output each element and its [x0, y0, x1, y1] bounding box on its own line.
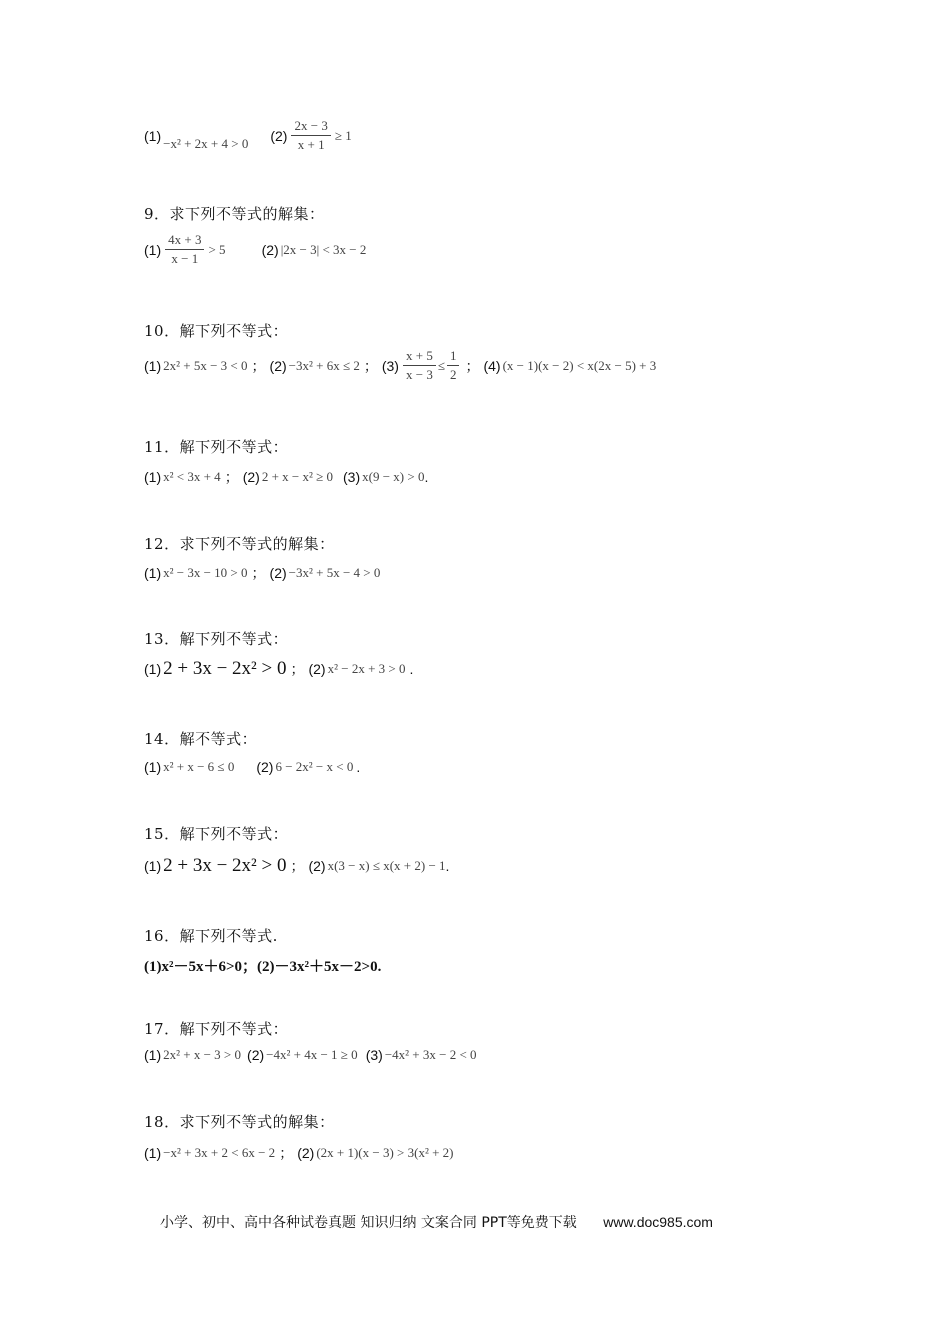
q12-parts — [144, 563, 380, 583]
q15-part2-label: (2) — [308, 858, 326, 874]
q8-part2-label: (2) — [270, 127, 288, 144]
q12-sep: ； — [251, 566, 266, 582]
q13-sep: ； — [290, 662, 305, 678]
q8-part1-label: (1) — [144, 127, 162, 144]
q12-title: 12．求下列不等式的解集： — [144, 535, 335, 553]
q9-parts — [144, 232, 366, 267]
q11-title: 11．解下列不等式： — [144, 438, 289, 456]
q11-part3-label: (3) — [343, 469, 361, 485]
q10-part3-fraction — [403, 348, 436, 383]
q13-part1-label: (1) — [144, 661, 162, 677]
q10-part1-label: (1) — [144, 357, 162, 374]
q11-part1-expr: x² < 3x + 4 — [163, 469, 221, 484]
q17-part3-label: (3) — [365, 1047, 383, 1063]
q13-title: 13．解下列不等式： — [144, 630, 289, 648]
q13-part2-expr: x² − 2x + 3 > 0 — [327, 661, 406, 676]
q18-parts — [144, 1143, 454, 1163]
q17-part1-expr: 2x² + x − 3 > 0 — [163, 1047, 242, 1062]
q18-part1-expr: −x² + 3x + 2 < 6x − 2 — [163, 1145, 276, 1160]
q9-part1-rest: > 5 — [208, 241, 226, 257]
q18-title: 18．求下列不等式的解集： — [144, 1113, 335, 1131]
q10-part2-expr: −3x² + 6x ≤ 2 — [288, 357, 360, 373]
q11-end: . — [424, 469, 429, 485]
q14-parts — [144, 759, 362, 775]
q18-part1-label: (1) — [144, 1145, 162, 1161]
q13-part1-expr: 2 + 3x − 2x² > 0 — [163, 658, 287, 679]
q18-part2-expr: (2x + 1)(x − 3) > 3(x² + 2) — [316, 1145, 454, 1160]
q10-part3-denominator: x − 3 — [405, 367, 433, 382]
q8-part2-numerator: 2x − 3 — [291, 118, 330, 136]
q11-sep: ； — [224, 470, 239, 486]
q11-parts — [144, 467, 430, 487]
q8-parts — [144, 118, 352, 153]
q13-end: . — [409, 661, 414, 677]
q15-part2-expr: x(3 − x) ≤ x(x + 2) − 1 — [327, 858, 446, 873]
q17-title: 17．解下列不等式： — [144, 1020, 289, 1038]
q11-part1-label: (1) — [144, 469, 162, 485]
q16-title: 16．解下列不等式. — [144, 927, 278, 945]
q10-part3-half — [447, 348, 460, 383]
q13-parts — [144, 658, 415, 680]
q14-part2-label: (2) — [256, 759, 274, 775]
q14-part2-expr: 6 − 2x² − x < 0 — [275, 759, 354, 774]
q10-sep: ； — [251, 358, 266, 375]
q15-parts — [144, 855, 451, 877]
q10-part3-half-denominator: 2 — [449, 367, 457, 382]
q15-part1-expr: 2 + 3x − 2x² > 0 — [163, 855, 287, 876]
q10-part1-expr: 2x² + 5x − 3 < 0 — [163, 357, 248, 373]
q8-part2-rest: ≥ 1 — [334, 127, 352, 143]
q17-part2-expr: −4x² + 4x − 1 ≥ 0 — [266, 1047, 358, 1062]
q15-sep: ； — [290, 859, 305, 875]
q10-parts — [144, 348, 656, 383]
footer-text: 小学、初中、高中各种试卷真题 知识归纳 文案合同 PPT等免费下载 — [160, 1215, 577, 1231]
q8-part1-expr: −x² + 2x + 4 > 0 — [163, 135, 249, 151]
page-footer — [160, 1212, 713, 1232]
q11-part2-expr: 2 + x − x² ≥ 0 — [261, 469, 334, 484]
q12-part1-label: (1) — [144, 565, 162, 581]
q16-parts — [144, 955, 381, 976]
q11-part2-label: (2) — [242, 469, 260, 485]
footer-url[interactable]: www.doc985.com — [603, 1214, 713, 1230]
q16-content: (1)x²－5x＋6>0；(2)－3x²＋5x－2>0. — [144, 959, 382, 975]
q8-part2-fraction — [291, 118, 330, 153]
q15-end: . — [445, 858, 450, 874]
q10-sep: ； — [465, 358, 480, 375]
q17-parts — [144, 1047, 477, 1063]
q9-part2-expr: |2x − 3| < 3x − 2 — [280, 241, 367, 257]
q15-part1-label: (1) — [144, 858, 162, 874]
q13-part2-label: (2) — [308, 661, 326, 677]
q14-part1-label: (1) — [144, 759, 162, 775]
q10-part3-relation: ≤ — [437, 357, 445, 373]
q11-part3-expr: x(9 − x) > 0 — [362, 469, 425, 484]
q10-part4-expr: (x − 1)(x − 2) < x(2x − 5) + 3 — [502, 357, 657, 373]
q17-part2-label: (2) — [247, 1047, 265, 1063]
q10-part3-numerator: x + 5 — [403, 348, 436, 366]
q9-part2-label: (2) — [261, 241, 279, 258]
q14-part1-expr: x² + x − 6 ≤ 0 — [163, 759, 235, 774]
q9-part1-denominator: x − 1 — [171, 251, 199, 266]
q17-part3-expr: −4x² + 3x − 2 < 0 — [384, 1047, 477, 1062]
q8-part2-denominator: x + 1 — [297, 137, 325, 152]
q10-sep: ； — [363, 358, 378, 375]
q18-part2-label: (2) — [297, 1145, 315, 1161]
q9-part1-label: (1) — [144, 241, 162, 258]
q18-sep: ； — [279, 1146, 294, 1162]
q10-part4-label: (4) — [483, 357, 501, 374]
q9-title: 9．求下列不等式的解集： — [144, 205, 325, 223]
q10-part3-label: (3) — [381, 357, 399, 374]
q14-end: . — [356, 759, 361, 775]
q10-part3-half-numerator: 1 — [447, 348, 460, 366]
q14-title: 14．解不等式： — [144, 730, 258, 748]
q17-part1-label: (1) — [144, 1047, 162, 1063]
q12-part2-label: (2) — [269, 565, 287, 581]
q9-part1-fraction — [165, 232, 204, 267]
q15-title: 15．解下列不等式： — [144, 825, 289, 843]
q10-part2-label: (2) — [269, 357, 287, 374]
q10-title: 10．解下列不等式： — [144, 322, 289, 340]
q9-part1-numerator: 4x + 3 — [165, 232, 204, 250]
q12-part2-expr: −3x² + 5x − 4 > 0 — [288, 565, 381, 580]
q12-part1-expr: x² − 3x − 10 > 0 — [163, 565, 248, 580]
